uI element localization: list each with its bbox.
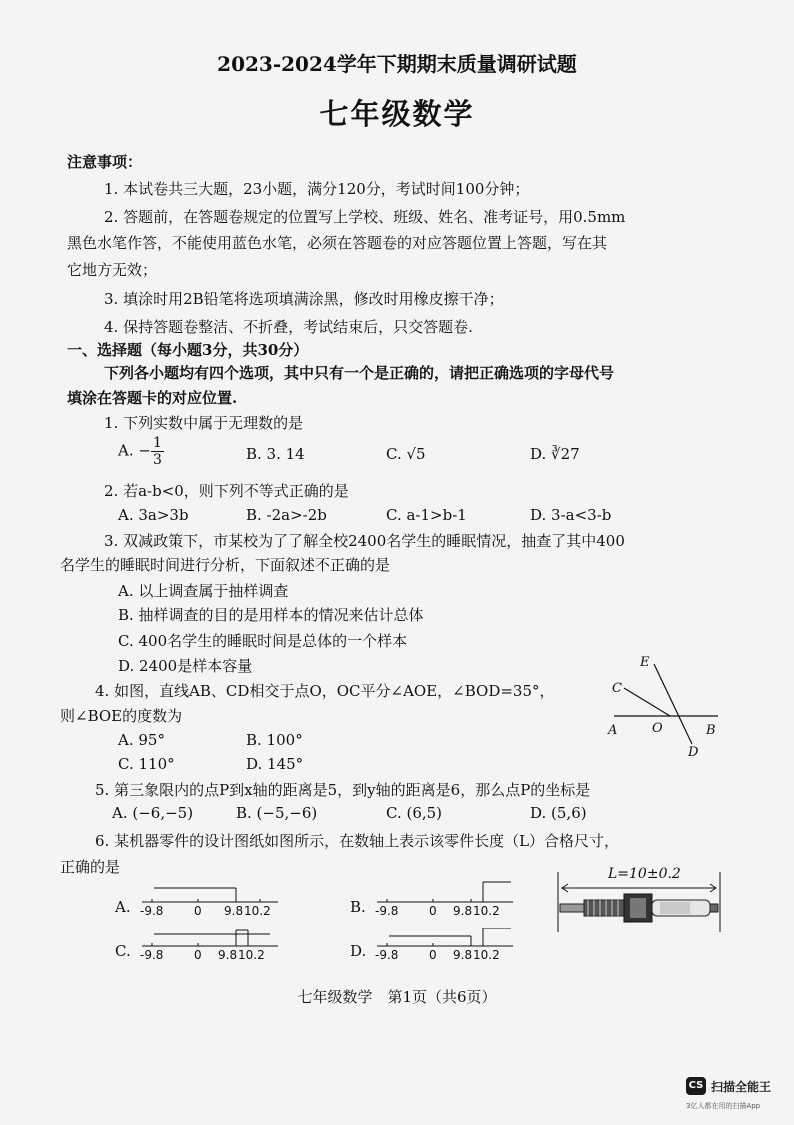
q4-option-a: A. 95°	[118, 731, 165, 749]
q4-option-d: D. 145°	[246, 755, 304, 773]
q2-option-a: A. 3a>3b	[118, 506, 189, 524]
scanner-name: 扫描全能王	[711, 1080, 772, 1094]
q5-option-c: C. (6,5)	[386, 804, 443, 822]
q6-stem-2: 正确的是	[60, 858, 121, 876]
q2-stem: 2. 若a-b<0，则下列不等式正确的是	[104, 482, 349, 500]
label-e: E	[640, 655, 650, 670]
tick-98: 9.8	[453, 904, 473, 918]
subject-title: 七年级数学	[319, 97, 475, 131]
q3-option-d: D. 2400是样本容量	[118, 657, 253, 675]
tick-0: 0	[194, 948, 202, 962]
q6-numberline-d	[375, 928, 515, 962]
scanner-logo-icon: CS	[686, 1077, 706, 1095]
scanner-tagline: 3亿人都在用的扫描App	[686, 1102, 761, 1110]
q6-stem-1: 6. 某机器零件的设计图纸如图所示，在数轴上表示该零件长度（L）合格尺寸，	[95, 832, 620, 850]
tick-98: 9.8	[453, 948, 473, 962]
q3-option-b: B. 抽样调查的目的是用样本的情况来估计总体	[118, 606, 424, 624]
label-a: A	[608, 723, 618, 738]
tick-neg98: -9.8	[375, 904, 399, 918]
q6-option-d-label: D.	[350, 942, 367, 960]
spark-plug-icon	[554, 862, 724, 942]
q6-numberline-b	[375, 880, 515, 918]
tick-102: 10.2	[244, 904, 271, 918]
notice-item-2-end: 它地方无效；	[67, 261, 158, 279]
q2-option-d: D. 3-a<3-b	[530, 506, 612, 524]
tick-102: 10.2	[473, 948, 500, 962]
q1-option-c: C. √5	[386, 445, 426, 463]
tick-neg98: -9.8	[375, 948, 399, 962]
q5-option-d: D. (5,6)	[530, 804, 587, 822]
line-oc	[624, 688, 670, 716]
q4-option-c: C. 110°	[118, 755, 175, 773]
q6-option-b-label: B.	[350, 898, 366, 916]
notice-item-1: 1. 本试卷共三大题，23小题，满分120分，考试时间100分钟；	[104, 180, 530, 198]
label-o: O	[652, 721, 663, 736]
label-c: C	[612, 681, 622, 696]
q5-option-a: A. (−6,−5)	[112, 804, 194, 822]
label-d: D	[688, 745, 699, 760]
tick-98: 9.8	[218, 948, 238, 962]
q4-option-b: B. 100°	[246, 731, 303, 749]
tick-98: 9.8	[224, 904, 244, 918]
q4-figure	[600, 650, 730, 760]
q1-fraction	[151, 435, 164, 468]
q1-option-a-sign: −	[138, 441, 151, 460]
q1-option-d: D. ∛27	[530, 445, 580, 463]
q2-option-b: B. -2a>-2b	[246, 506, 327, 524]
q1-fraction-den: 3	[152, 452, 162, 468]
q1-option-b: B. 3. 14	[246, 445, 305, 463]
q6-option-a-label: A.	[115, 898, 131, 916]
notice-item-3: 3. 填涂时用2B铅笔将选项填满涂黑，修改时用橡皮擦干净；	[104, 290, 504, 308]
tick-0: 0	[194, 904, 202, 918]
notice-item-4: 4. 保持答题卷整洁、不折叠，考试结束后，只交答题卷.	[104, 318, 473, 336]
notice-heading: 注意事项：	[67, 153, 143, 171]
q6-option-c-label: C.	[115, 942, 131, 960]
section-instruction-1: 下列各小题均有四个选项，其中只有一个是正确的，请把正确选项的字母代号	[104, 364, 615, 382]
label-b: B	[706, 723, 716, 738]
q1-stem: 1. 下列实数中属于无理数的是	[104, 414, 304, 432]
q5-stem: 5. 第三象限内的点P到x轴的距离是5，到y轴的距离是6，那么点P的坐标是	[95, 781, 591, 799]
tick-102: 10.2	[473, 904, 500, 918]
section-instruction-2: 填涂在答题卡的对应位置.	[67, 389, 238, 407]
q4-stem-1: 4. 如图，直线AB、CD相交于点O，OC平分∠AOE，∠BOD=35°，	[95, 682, 555, 700]
q1-option-a	[118, 435, 164, 468]
notice-item-2: 2. 答题前，在答题卷规定的位置写上学校、班级、姓名、准考证号，用0.5mm	[104, 208, 626, 226]
tick-102: 10.2	[238, 948, 265, 962]
q6-numberline-c	[140, 928, 280, 962]
notice-item-2-cont: 黑色水笔作答，不能使用蓝色水笔，必须在答题卷的对应答题位置上答题，写在其	[67, 234, 608, 252]
page-footer: 七年级数学 第1页（共6页）	[297, 988, 497, 1006]
tick-neg98: -9.8	[140, 948, 164, 962]
q6-figure-label: L=10±0.2	[608, 866, 681, 882]
tick-neg98: -9.8	[140, 904, 164, 918]
q6-numberline-a	[140, 884, 280, 918]
q3-option-a: A. 以上调查属于抽样调查	[118, 582, 289, 600]
q3-stem-1: 3. 双减政策下，市某校为了了解全校2400名学生的睡眠情况，抽查了其中400	[104, 532, 625, 550]
tick-0: 0	[429, 904, 437, 918]
q3-option-c: C. 400名学生的睡眠时间是总体的一个样本	[118, 632, 408, 650]
q1-fraction-num: 1	[152, 435, 162, 451]
q5-option-b: B. (−5,−6)	[236, 804, 318, 822]
tick-0: 0	[429, 948, 437, 962]
q2-option-c: C. a-1>b-1	[386, 506, 467, 524]
q6-figure	[554, 862, 724, 942]
q3-stem-2: 名学生的睡眠时间进行分析，下面叙述不正确的是	[60, 556, 391, 574]
q1-option-a-label: A.	[118, 441, 134, 460]
section-heading: 一、选择题（每小题3分，共30分）	[67, 341, 309, 359]
q4-stem-2: 则∠BOE的度数为	[60, 707, 183, 725]
exam-title: 2023-2024学年下期期末质量调研试题	[217, 52, 577, 76]
